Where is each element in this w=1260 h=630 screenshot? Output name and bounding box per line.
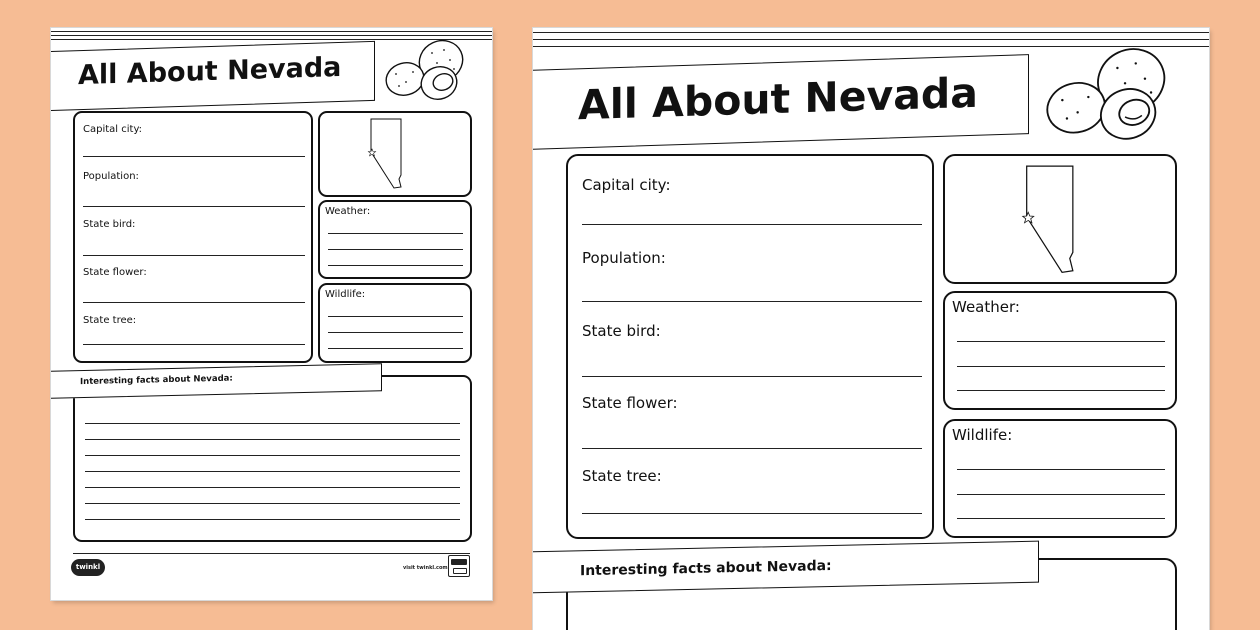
page-title: All About Nevada [78, 51, 342, 92]
weather-line[interactable] [328, 265, 463, 266]
facts-line[interactable] [85, 455, 460, 456]
state-bird-line[interactable] [582, 376, 922, 377]
title-banner [51, 41, 375, 111]
state-flower-label: State flower: [582, 394, 678, 412]
weather-box [318, 200, 472, 279]
facts-fields-box [73, 111, 313, 363]
weather-line[interactable] [957, 390, 1165, 391]
population-label: Population: [582, 249, 666, 267]
population-label: Population: [83, 171, 139, 182]
footer-rule [73, 553, 470, 554]
wildlife-line[interactable] [957, 518, 1165, 519]
twinkl-logo: twinkl [71, 559, 105, 576]
state-tree-line[interactable] [582, 513, 922, 514]
facts-line[interactable] [85, 423, 460, 424]
wildlife-line[interactable] [957, 494, 1165, 495]
header-stripe [533, 32, 1209, 33]
state-flower-line[interactable] [582, 448, 922, 449]
facts-fields-box [566, 154, 934, 539]
facts-line[interactable] [85, 519, 460, 520]
weather-label: Weather: [952, 298, 1020, 316]
header-stripe [51, 31, 492, 32]
state-flower-label: State flower: [83, 267, 147, 278]
state-bird-line[interactable] [83, 255, 305, 256]
wildlife-box [943, 419, 1177, 538]
weather-line[interactable] [957, 366, 1165, 367]
map-box [318, 111, 472, 197]
capital-city-line[interactable] [83, 156, 305, 157]
weather-line[interactable] [328, 249, 463, 250]
weather-label: Weather: [325, 206, 371, 217]
state-tree-label: State tree: [83, 315, 137, 326]
title-banner [533, 54, 1029, 150]
capital-city-label: Capital city: [83, 124, 142, 135]
state-bird-label: State bird: [582, 322, 661, 340]
nevada-map-icon [366, 117, 418, 191]
wildlife-line[interactable] [957, 469, 1165, 470]
facts-line[interactable] [85, 439, 460, 440]
weather-box [943, 291, 1177, 410]
weather-line[interactable] [957, 341, 1165, 342]
wildlife-label: Wildlife: [952, 426, 1013, 444]
weather-line[interactable] [328, 233, 463, 234]
interesting-facts-box [73, 375, 472, 542]
wildlife-line[interactable] [328, 348, 463, 349]
footer-url[interactable]: visit twinkl.com [403, 565, 448, 571]
wildlife-box [318, 283, 472, 363]
state-flower-line[interactable] [83, 302, 305, 303]
state-bird-label: State bird: [83, 219, 136, 230]
page-title: All About Nevada [578, 68, 978, 130]
potatoes-icon [384, 36, 469, 104]
facts-heading: Interesting facts about Nevada: [80, 373, 233, 388]
potatoes-icon [1044, 42, 1174, 146]
capital-city-line[interactable] [582, 224, 922, 225]
wildlife-label: Wildlife: [325, 289, 366, 300]
worksheet-preview-small [51, 28, 492, 600]
nevada-map-icon [1019, 163, 1099, 277]
worksheet-preview-large [533, 28, 1209, 630]
map-box [943, 154, 1177, 284]
state-tree-line[interactable] [83, 344, 305, 345]
badge-icon [448, 555, 470, 577]
wildlife-line[interactable] [328, 316, 463, 317]
facts-line[interactable] [85, 487, 460, 488]
facts-heading: Interesting facts about Nevada: [580, 557, 832, 580]
wildlife-line[interactable] [328, 332, 463, 333]
state-tree-label: State tree: [582, 467, 662, 485]
population-line[interactable] [582, 301, 922, 302]
facts-line[interactable] [85, 471, 460, 472]
capital-city-label: Capital city: [582, 176, 671, 194]
header-stripe [533, 39, 1209, 40]
facts-line[interactable] [85, 503, 460, 504]
population-line[interactable] [83, 206, 305, 207]
